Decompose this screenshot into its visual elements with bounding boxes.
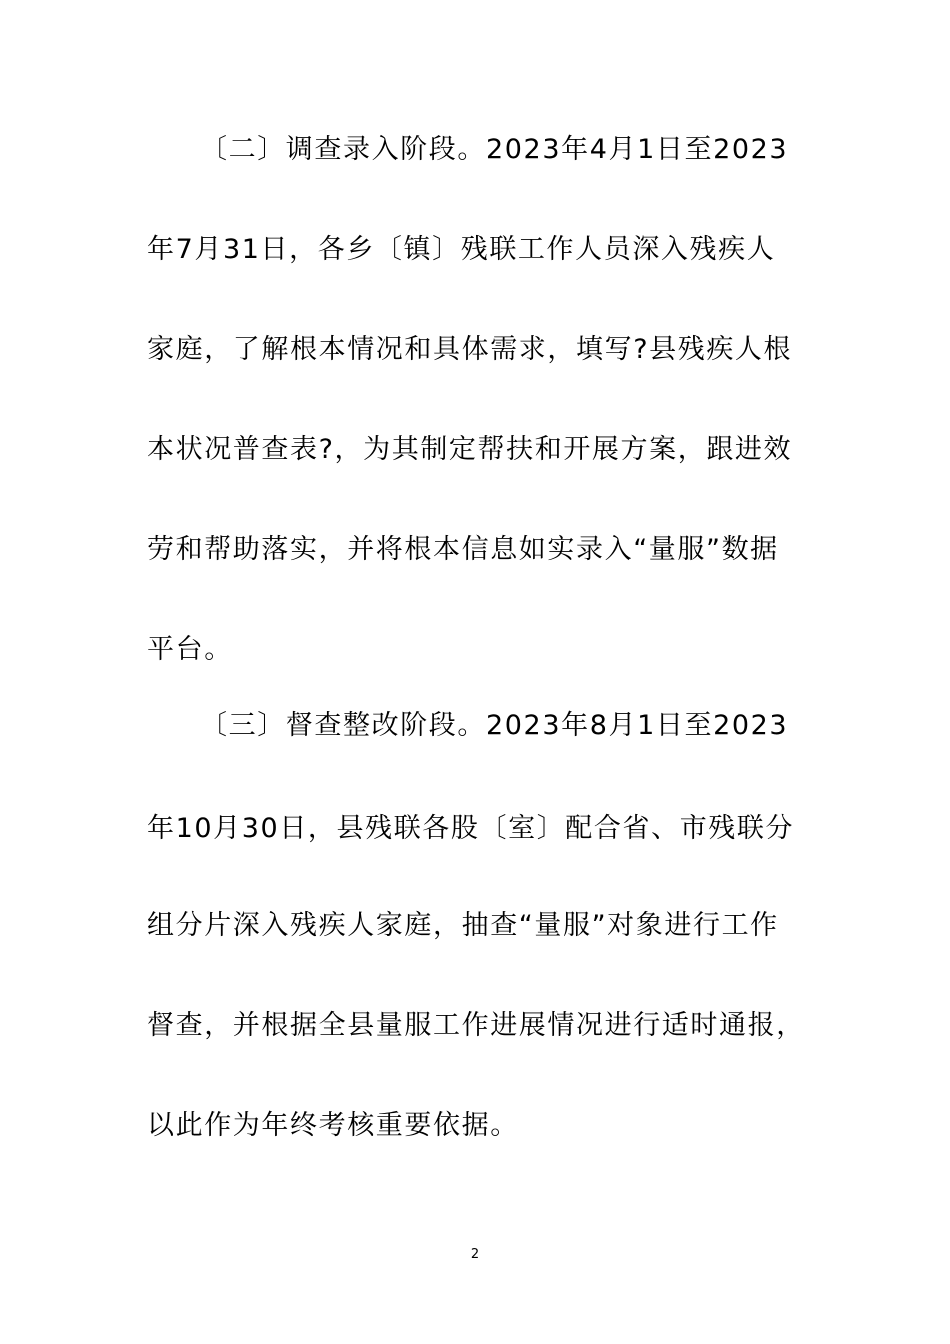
text-line: 平台。 — [147, 634, 233, 665]
text-line: 本状况普查表?，为其制定帮扶和开展方案，跟进效 — [147, 434, 793, 465]
text-line: 劳和帮助落实，并将根本信息如实录入“量服”数据 — [147, 534, 779, 565]
page-number: 2 — [470, 1247, 480, 1262]
text-line: 〔三〕督查整改阶段。2023年8月1日至2023 — [200, 710, 789, 741]
text-line: 组分片深入残疾人家庭，抽查“量服”对象进行工作 — [147, 910, 779, 941]
text-line: 家庭，了解根本情况和具体需求，填写?县残疾人根 — [147, 334, 793, 365]
text-line: 以此作为年终考核重要依据。 — [147, 1110, 519, 1141]
text-line: 年7月31日，各乡〔镇〕残联工作人员深入残疾人 — [147, 234, 776, 265]
text-line: 督查，并根据全县量服工作进展情况进行适时通报， — [147, 1010, 805, 1041]
text-line: 年10月30日，县残联各股〔室〕配合省、市残联分 — [147, 813, 795, 844]
text-line: 〔二〕调查录入阶段。2023年4月1日至2023 — [200, 134, 789, 165]
